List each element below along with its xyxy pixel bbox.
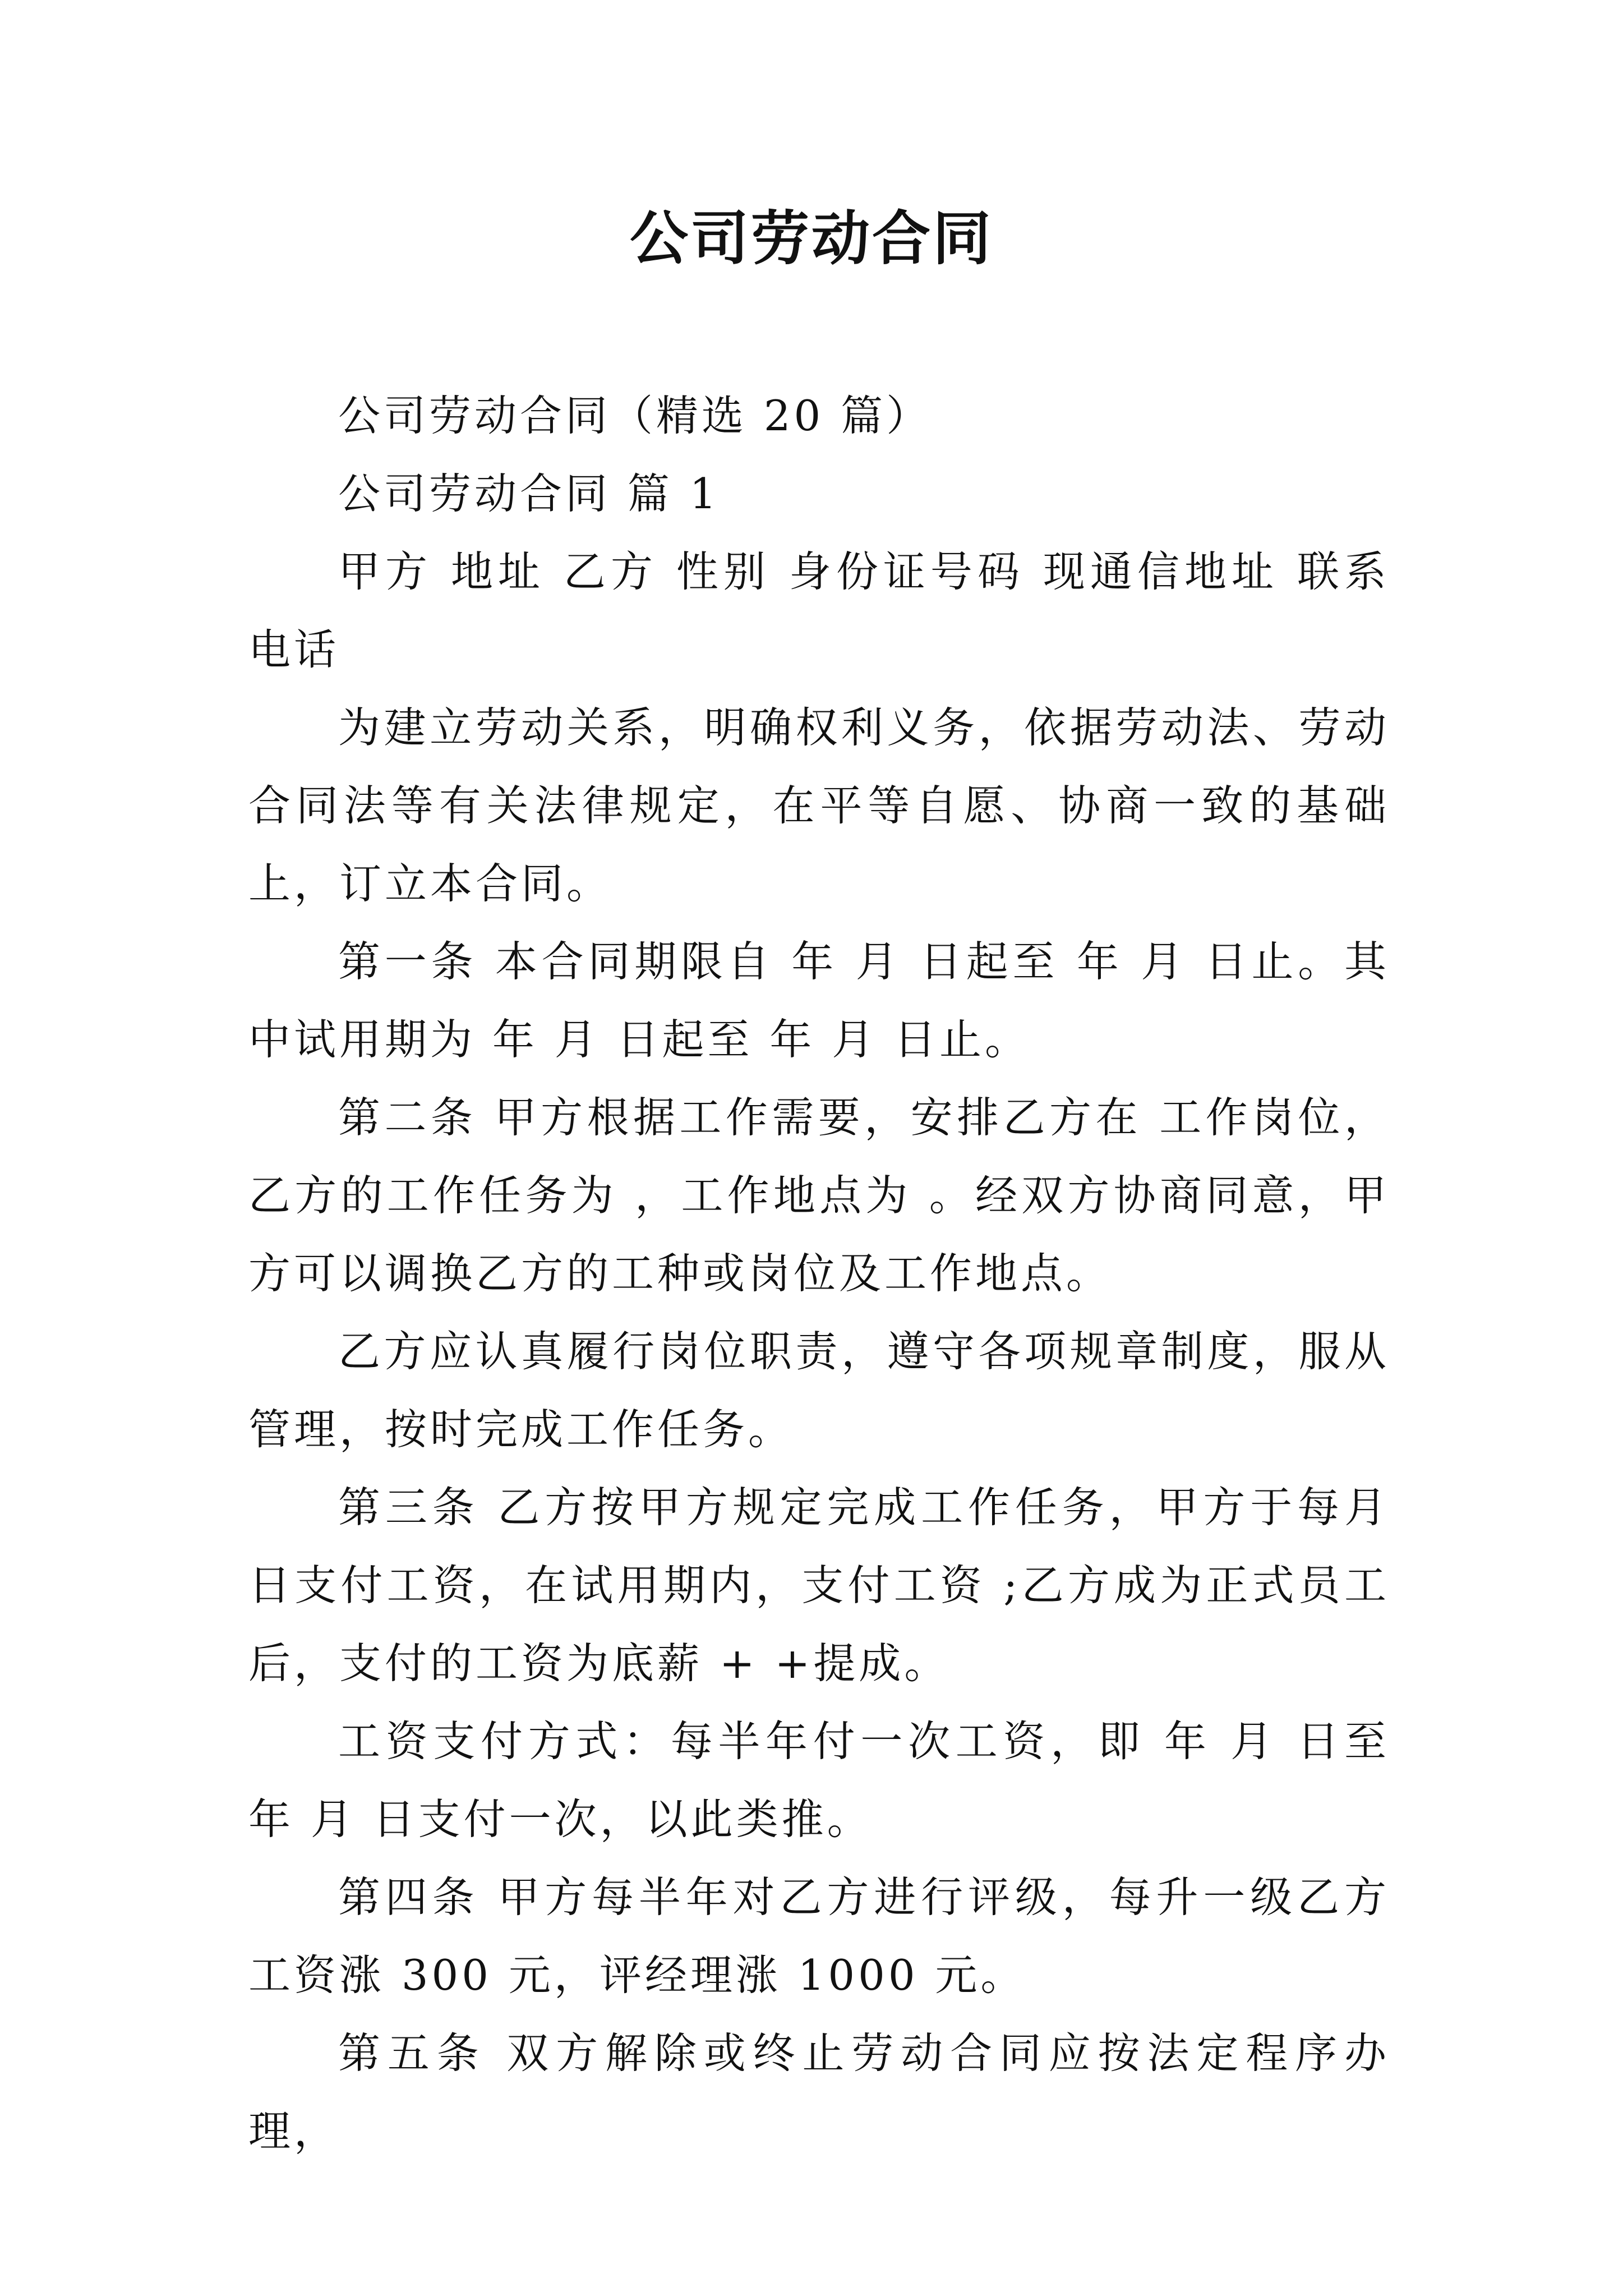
paragraph-article-3: 第三条 乙方按甲方规定完成工作任务，甲方于每月 日支付工资，在试用期内，支付工资 ;乙方成为正式员工后，支付的工资为底薪 + +提成。 xyxy=(248,1483,1390,1688)
document-body xyxy=(248,377,1390,2170)
paragraph-section-heading: 公司劳动合同 篇 1 xyxy=(338,469,720,518)
paragraph-preamble: 为建立劳动关系，明确权利义务，依据劳动法、劳动合同法等有关法律规定，在平等自愿、协商一致的基础上，订立本合同。 xyxy=(248,703,1390,908)
paragraph-article-5: 第五条 双方解除或终止劳动合同应按法定程序办理， xyxy=(248,2028,1390,2156)
paragraph-article-2: 第二条 甲方根据工作需要，安排乙方在 工作岗位，乙方的工作任务为 ，工作地点为 。经双方协商同意，甲方可以调换乙方的工种或岗位及工作地点。 xyxy=(248,1093,1390,1298)
paragraph-duties: 乙方应认真履行岗位职责，遵守各项规章制度，服从管理，按时完成工作任务。 xyxy=(248,1327,1390,1454)
document-title: 公司劳动合同 xyxy=(629,204,993,273)
paragraph-article-1: 第一条 本合同期限自 年 月 日起至 年 月 日止。其中试用期为 年 月 日起至 年 月 日止。 xyxy=(248,937,1390,1064)
paragraph-article-4: 第四条 甲方每半年对乙方进行评级，每升一级乙方工资涨 300 元，评经理涨 1000 元。 xyxy=(248,1872,1390,2000)
paragraph-parties: 甲方 地址 乙方 性别 身份证号码 现通信地址 联系电话 xyxy=(248,547,1390,674)
paragraph-subtitle: 公司劳动合同（精选 20 篇） xyxy=(338,391,932,440)
paragraph-payment-method: 工资支付方式：每半年付一次工资，即 年 月 日至 年 月 日支付一次，以此类推。 xyxy=(248,1717,1390,1844)
